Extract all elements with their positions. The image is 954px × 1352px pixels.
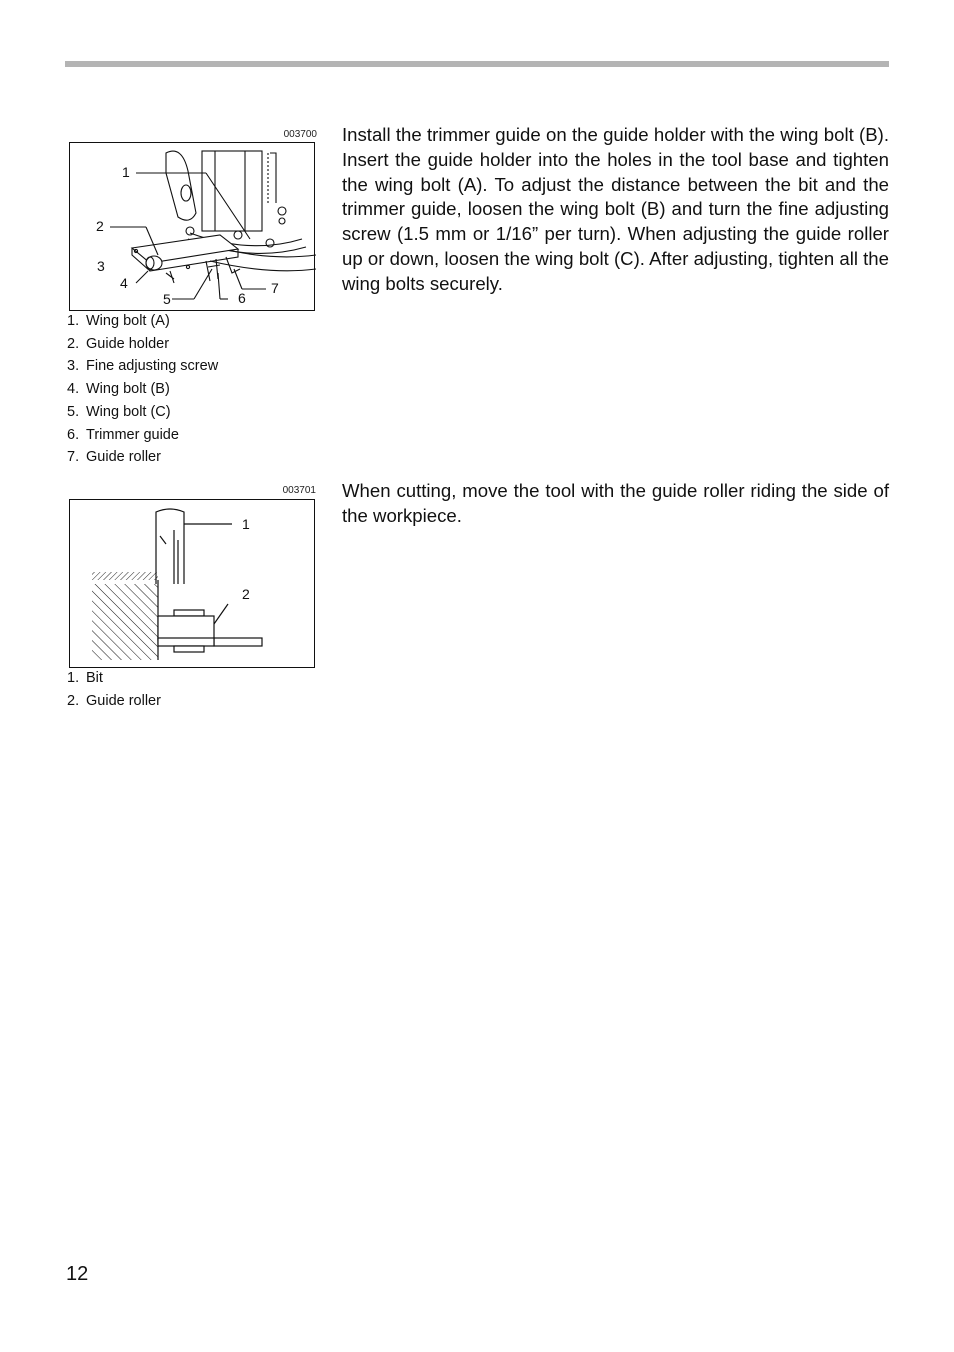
page-number: 12 (66, 1263, 89, 1285)
legend-item: 1. Wing bolt (A) (67, 313, 170, 329)
figure1-legend (67, 310, 218, 469)
callout-4: 4 (120, 275, 128, 291)
legend-item: 5. Wing bolt (C) (67, 403, 171, 420)
legend-item: 1. Bit (67, 670, 103, 686)
legend-item: 3. Fine adjusting screw (67, 358, 219, 375)
cutting-figure (69, 499, 315, 668)
legend-item: 2. Guide roller (67, 692, 161, 709)
figure2-legend (67, 667, 161, 712)
install-instructions: Install the trimmer guide on the guide holder with the wing bolt (B). Insert the guide holder into the holes in the tool base and tighten the wing bolt (A). To adjust the distance between the bit and the trimmer guide, loosen the wing bolt (B) and turn the fine adjusting screw (1.5 mm or 1/16” per turn). When adjusting the guide roller up or down, loosen the wing bolt (C). After adjusting, tighten all the wing bolts securely. (342, 124, 889, 294)
callout-2: 2 (96, 218, 104, 234)
callout-7: 7 (271, 280, 279, 296)
legend-item: 7. Guide roller (67, 449, 161, 466)
figure-code: 003700 (283, 129, 317, 140)
callout-6: 6 (238, 290, 246, 306)
cutting-illustration (70, 500, 316, 669)
callout-1: 1 (242, 516, 250, 532)
callout-5: 5 (163, 291, 171, 307)
trimmer-guide-illustration (70, 143, 316, 312)
callout-3: 3 (97, 258, 105, 274)
header-rule (65, 61, 889, 67)
legend-item: 2. Guide holder (67, 335, 170, 352)
legend-item: 6. Trimmer guide (67, 426, 179, 443)
callout-1: 1 (122, 164, 130, 180)
trimmer-guide-figure (69, 142, 315, 311)
figure-code: 003701 (282, 485, 316, 496)
callout-2: 2 (242, 586, 250, 602)
cutting-instructions: When cutting, move the tool with the guide roller riding the side of the workpiece. (342, 480, 889, 526)
legend-item: 4. Wing bolt (B) (67, 381, 170, 398)
